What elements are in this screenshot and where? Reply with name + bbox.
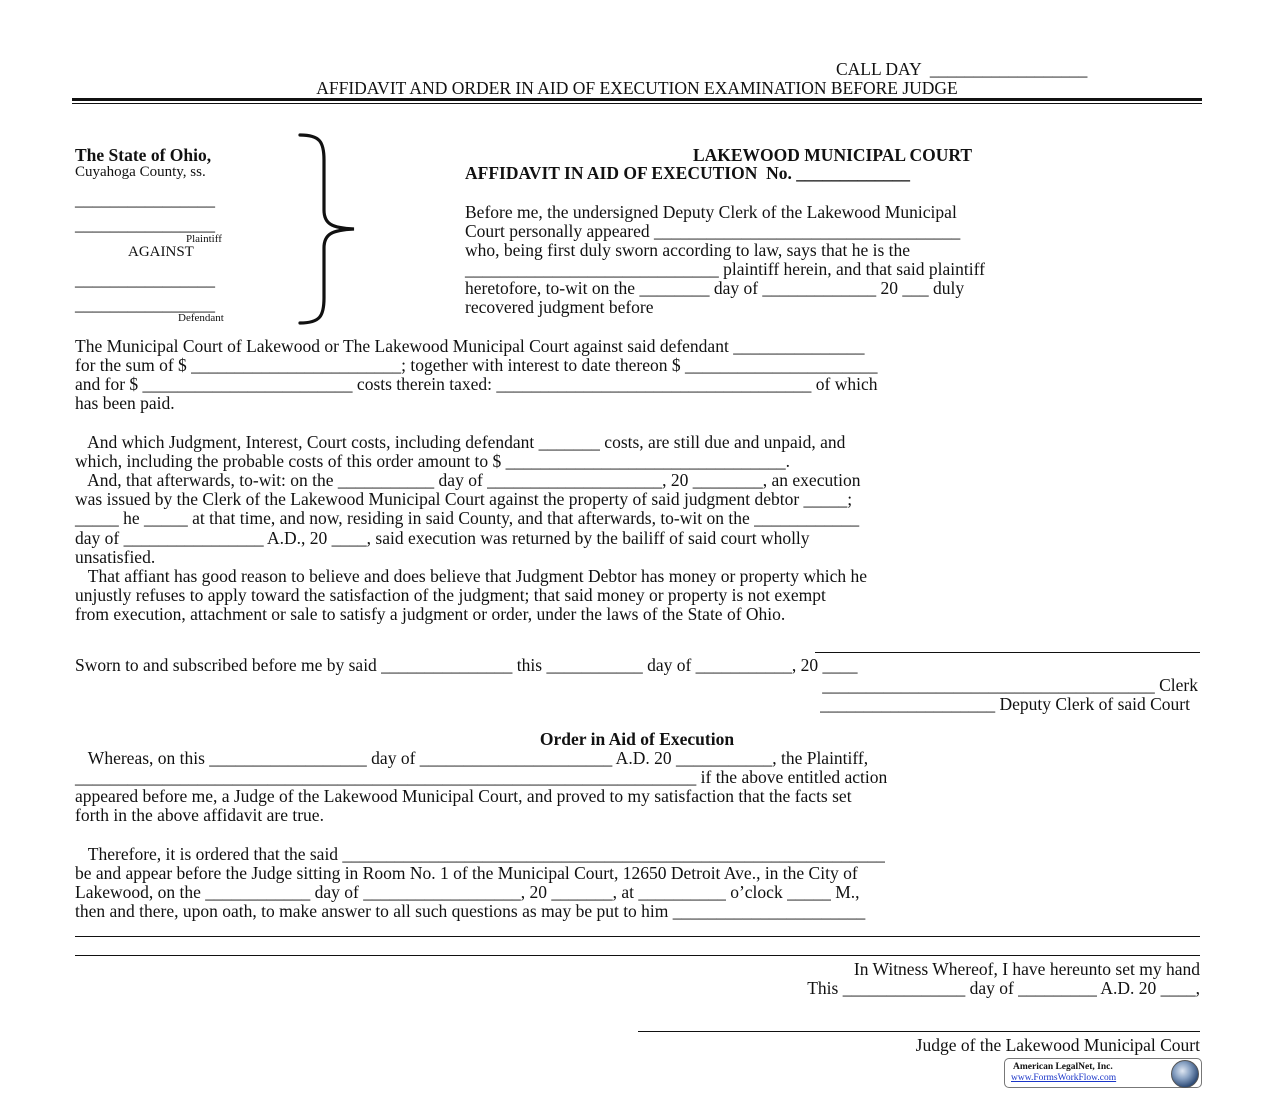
company-url[interactable]: www.FormsWorkFlow.com bbox=[1011, 1073, 1117, 1083]
order-line: appeared before me, a Judge of the Lakewood Municipal Court, and proved to my satisfaction that the facts set bbox=[75, 786, 852, 806]
county-label: Cuyahoga County, ss. bbox=[75, 164, 206, 180]
plaintiff-label: Plaintiff bbox=[186, 233, 222, 245]
body-line: which, including the probable costs of this order amount to $ ________________________________. bbox=[75, 451, 790, 471]
intro-line: heretofore, to-wit on the ________ day of _____________ 20 ___ duly bbox=[465, 278, 965, 298]
intro-line: Before me, the undersigned Deputy Clerk of the Lakewood Municipal bbox=[465, 202, 957, 222]
intro-line: Court personally appeared ___________________________________ bbox=[465, 221, 961, 241]
intro-line: who, being first duly sworn according to law, says that he is the bbox=[465, 240, 911, 260]
judge-label: Judge of the Lakewood Municipal Court bbox=[915, 1035, 1200, 1055]
deputy-clerk-signature: ____________________ Deputy Clerk of said Court bbox=[820, 694, 1190, 714]
order-line: forth in the above affidavit are true. bbox=[75, 805, 324, 825]
company-name: American LegalNet, Inc. bbox=[1013, 1062, 1113, 1072]
body-line: unjustly refuses to apply toward the satisfaction of the judgment; that said money or property is not exempt bbox=[75, 585, 826, 605]
order-line: Whereas, on this __________________ day of ______________________ A.D. 20 ___________, the Plaintiff, bbox=[75, 748, 869, 768]
body-line: _____ he _____ at that time, and now, residing in said County, and that afterwards, to-wit on the ____________ bbox=[75, 508, 860, 528]
defendant-label: Defendant bbox=[178, 312, 224, 324]
intro-line: recovered judgment before bbox=[465, 297, 654, 317]
intro-line: _____________________________ plaintiff herein, and that said plaintiff bbox=[465, 259, 985, 279]
body-line: unsatisfied. bbox=[75, 547, 156, 567]
body-line: That affiant has good reason to believe and does believe that Judgment Debtor has money or property which he bbox=[75, 566, 867, 586]
globe-icon bbox=[1171, 1060, 1199, 1088]
affiant-signature-line[interactable] bbox=[815, 652, 1200, 653]
plaintiff-blank-2[interactable]: ________________ bbox=[75, 214, 215, 234]
judge-signature-line[interactable] bbox=[638, 1031, 1200, 1032]
body-line: was issued by the Clerk of the Lakewood Municipal Court against the property of said judgment debtor _____; bbox=[75, 489, 853, 509]
body-line: and for $ ________________________ costs therein taxed: ____________________________________ of which bbox=[75, 374, 878, 394]
call-day-line: CALL DAY __________________ bbox=[836, 59, 1088, 79]
order-line: Lakewood, on the ____________ day of __________________, 20 _______, at __________ o’clock _____ M., bbox=[75, 882, 860, 902]
clerk-signature: ______________________________________ Clerk bbox=[822, 675, 1198, 695]
body-line: And, that afterwards, to-wit: on the ___________ day of ____________________, 20 ________, an execution bbox=[75, 470, 861, 490]
body-line: has been paid. bbox=[75, 393, 175, 413]
order-title: Order in Aid of Execution bbox=[539, 729, 735, 749]
american-legalnet-logo[interactable] bbox=[1004, 1058, 1202, 1088]
defendant-blank-1[interactable]: ________________ bbox=[75, 269, 215, 289]
body-line: from execution, attachment or sale to satisfy a judgment or order, under the laws of the State of Ohio. bbox=[75, 604, 786, 624]
plaintiff-blank-1[interactable]: ________________ bbox=[75, 189, 215, 209]
answer-blank-line-1[interactable] bbox=[75, 936, 1200, 937]
body-line: And which Judgment, Interest, Court costs, including defendant _______ costs, are still due and unpaid, and bbox=[75, 432, 846, 452]
affidavit-title: AFFIDAVIT IN AID OF EXECUTION No. _____________ bbox=[465, 163, 911, 183]
header-rule-thin bbox=[72, 103, 1202, 104]
witness-line: In Witness Whereof, I have hereunto set my hand bbox=[853, 959, 1200, 979]
state-of-ohio: The State of Ohio, bbox=[75, 145, 212, 165]
header-rule-thick bbox=[72, 98, 1202, 101]
witness-date-line: This ______________ day of _________ A.D. 20 ____, bbox=[807, 978, 1200, 998]
order-line: be and appear before the Judge sitting in Room No. 1 of the Municipal Court, 12650 Detroit Ave., in the City of bbox=[75, 863, 858, 883]
defendant-blank-2[interactable]: ________________ bbox=[75, 294, 215, 314]
order-line: Therefore, it is ordered that the said ______________________________________________________________ bbox=[75, 844, 885, 864]
body-line: for the sum of $ ________________________; together with interest to date thereon $ ______________________ bbox=[75, 355, 878, 375]
answer-blank-line-2[interactable] bbox=[75, 955, 1200, 956]
form-title: AFFIDAVIT AND ORDER IN AID OF EXECUTION EXAMINATION BEFORE JUDGE bbox=[316, 78, 958, 98]
body-line: day of ________________ A.D., 20 ____, said execution was returned by the bailiff of said court wholly bbox=[75, 528, 810, 548]
order-line: then and there, upon oath, to make answer to all such questions as may be put to him ______________________ bbox=[75, 901, 866, 921]
caption-brace bbox=[296, 132, 360, 326]
sworn-line: Sworn to and subscribed before me by said _______________ this ___________ day of ___________, 20 ____ bbox=[75, 655, 858, 675]
body-line: The Municipal Court of Lakewood or The Lakewood Municipal Court against said defendant _______________ bbox=[75, 336, 865, 356]
court-name: LAKEWOOD MUNICIPAL COURT bbox=[692, 145, 973, 165]
against-label: AGAINST bbox=[128, 244, 194, 260]
order-line: _______________________________________________________________________ if the above entitled action bbox=[75, 767, 888, 787]
